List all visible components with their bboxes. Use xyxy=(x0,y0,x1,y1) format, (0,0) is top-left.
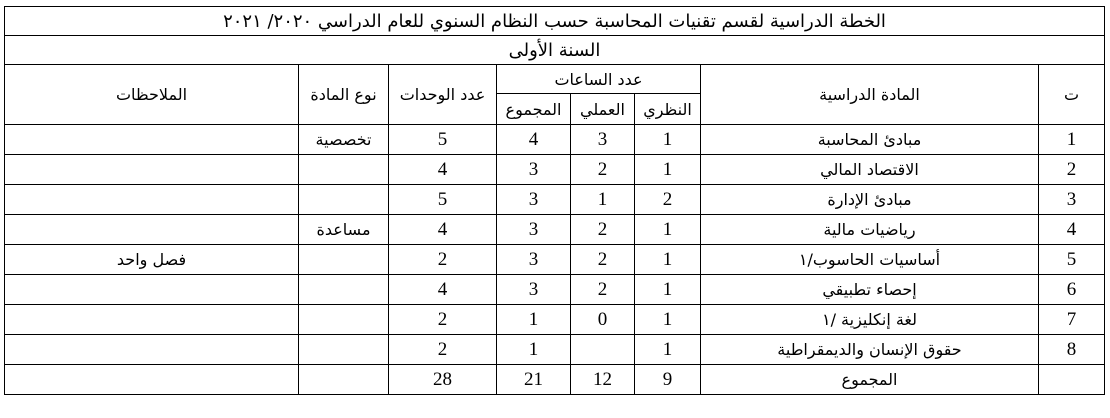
header-hours-group: عدد الساعات xyxy=(497,65,701,94)
row-theory: 1 xyxy=(635,305,701,335)
row-type xyxy=(299,305,389,335)
row-total: 4 xyxy=(497,125,571,155)
table-row xyxy=(5,215,1105,245)
row-subject: حقوق الإنسان والديمقراطية xyxy=(701,335,1039,365)
row-index: 3 xyxy=(1039,185,1105,215)
row-units: 5 xyxy=(389,125,497,155)
totals-theory: 9 xyxy=(635,365,701,395)
row-total: 3 xyxy=(497,155,571,185)
plan-title: الخطة الدراسية لقسم تقنيات المحاسبة حسب النظام السنوي للعام الدراسي ٢٠٢٠/ ٢٠٢١ xyxy=(5,7,1105,36)
row-notes xyxy=(5,275,299,305)
header-index: ت xyxy=(1039,65,1105,125)
row-type: مساعدة xyxy=(299,215,389,245)
row-notes xyxy=(5,305,299,335)
row-subject: إحصاء تطبيقي xyxy=(701,275,1039,305)
row-practical xyxy=(571,335,635,365)
row-practical: 2 xyxy=(571,275,635,305)
table-row xyxy=(5,155,1105,185)
study-plan-table xyxy=(4,6,1105,395)
totals-practical: 12 xyxy=(571,365,635,395)
row-subject: مبادئ الإدارة xyxy=(701,185,1039,215)
row-units: 4 xyxy=(389,215,497,245)
row-type xyxy=(299,275,389,305)
row-index: 5 xyxy=(1039,245,1105,275)
table-row xyxy=(5,125,1105,155)
row-practical: 2 xyxy=(571,155,635,185)
row-practical: 3 xyxy=(571,125,635,155)
row-theory: 2 xyxy=(635,185,701,215)
row-theory: 1 xyxy=(635,215,701,245)
row-theory: 1 xyxy=(635,125,701,155)
row-units: 4 xyxy=(389,155,497,185)
row-type xyxy=(299,155,389,185)
row-practical: 2 xyxy=(571,245,635,275)
row-units: 2 xyxy=(389,335,497,365)
row-index: 4 xyxy=(1039,215,1105,245)
row-notes xyxy=(5,335,299,365)
row-notes xyxy=(5,125,299,155)
table-row xyxy=(5,185,1105,215)
header-units: عدد الوحدات xyxy=(389,65,497,125)
row-total: 3 xyxy=(497,215,571,245)
row-total: 1 xyxy=(497,305,571,335)
row-index: 1 xyxy=(1039,125,1105,155)
row-notes xyxy=(5,155,299,185)
row-notes: فصل واحد xyxy=(5,245,299,275)
table-row xyxy=(5,275,1105,305)
totals-label: المجموع xyxy=(701,365,1039,395)
row-theory: 1 xyxy=(635,155,701,185)
row-notes xyxy=(5,185,299,215)
table-row xyxy=(5,305,1105,335)
header-theory: النظري xyxy=(635,94,701,125)
row-notes xyxy=(5,215,299,245)
row-subject: أساسيات الحاسوب/١ xyxy=(701,245,1039,275)
year-label: السنة الأولى xyxy=(5,36,1105,65)
row-subject: الاقتصاد المالي xyxy=(701,155,1039,185)
row-subject: لغة إنكليزية /١ xyxy=(701,305,1039,335)
row-units: 5 xyxy=(389,185,497,215)
header-practical: العملي xyxy=(571,94,635,125)
row-index: 7 xyxy=(1039,305,1105,335)
row-units: 4 xyxy=(389,275,497,305)
row-subject: مبادئ المحاسبة xyxy=(701,125,1039,155)
header-notes: الملاحظات xyxy=(5,65,299,125)
row-subject: رياضيات مالية xyxy=(701,215,1039,245)
row-theory: 1 xyxy=(635,275,701,305)
row-total: 3 xyxy=(497,275,571,305)
row-practical: 0 xyxy=(571,305,635,335)
header-total: المجموع xyxy=(497,94,571,125)
row-theory: 1 xyxy=(635,245,701,275)
study-plan-document xyxy=(4,6,1104,395)
row-total: 1 xyxy=(497,335,571,365)
totals-notes xyxy=(5,365,299,395)
row-units: 2 xyxy=(389,245,497,275)
header-subject: المادة الدراسية xyxy=(701,65,1039,125)
row-type xyxy=(299,245,389,275)
row-total: 3 xyxy=(497,185,571,215)
row-type xyxy=(299,185,389,215)
row-total: 3 xyxy=(497,245,571,275)
row-type: تخصصية xyxy=(299,125,389,155)
totals-total: 21 xyxy=(497,365,571,395)
totals-type xyxy=(299,365,389,395)
totals-row xyxy=(5,365,1105,395)
totals-index xyxy=(1039,365,1105,395)
row-practical: 1 xyxy=(571,185,635,215)
row-index: 8 xyxy=(1039,335,1105,365)
table-row xyxy=(5,335,1105,365)
row-index: 6 xyxy=(1039,275,1105,305)
row-theory: 1 xyxy=(635,335,701,365)
header-type: نوع المادة xyxy=(299,65,389,125)
totals-units: 28 xyxy=(389,365,497,395)
row-practical: 2 xyxy=(571,215,635,245)
row-type xyxy=(299,335,389,365)
table-row xyxy=(5,245,1105,275)
row-index: 2 xyxy=(1039,155,1105,185)
row-units: 2 xyxy=(389,305,497,335)
